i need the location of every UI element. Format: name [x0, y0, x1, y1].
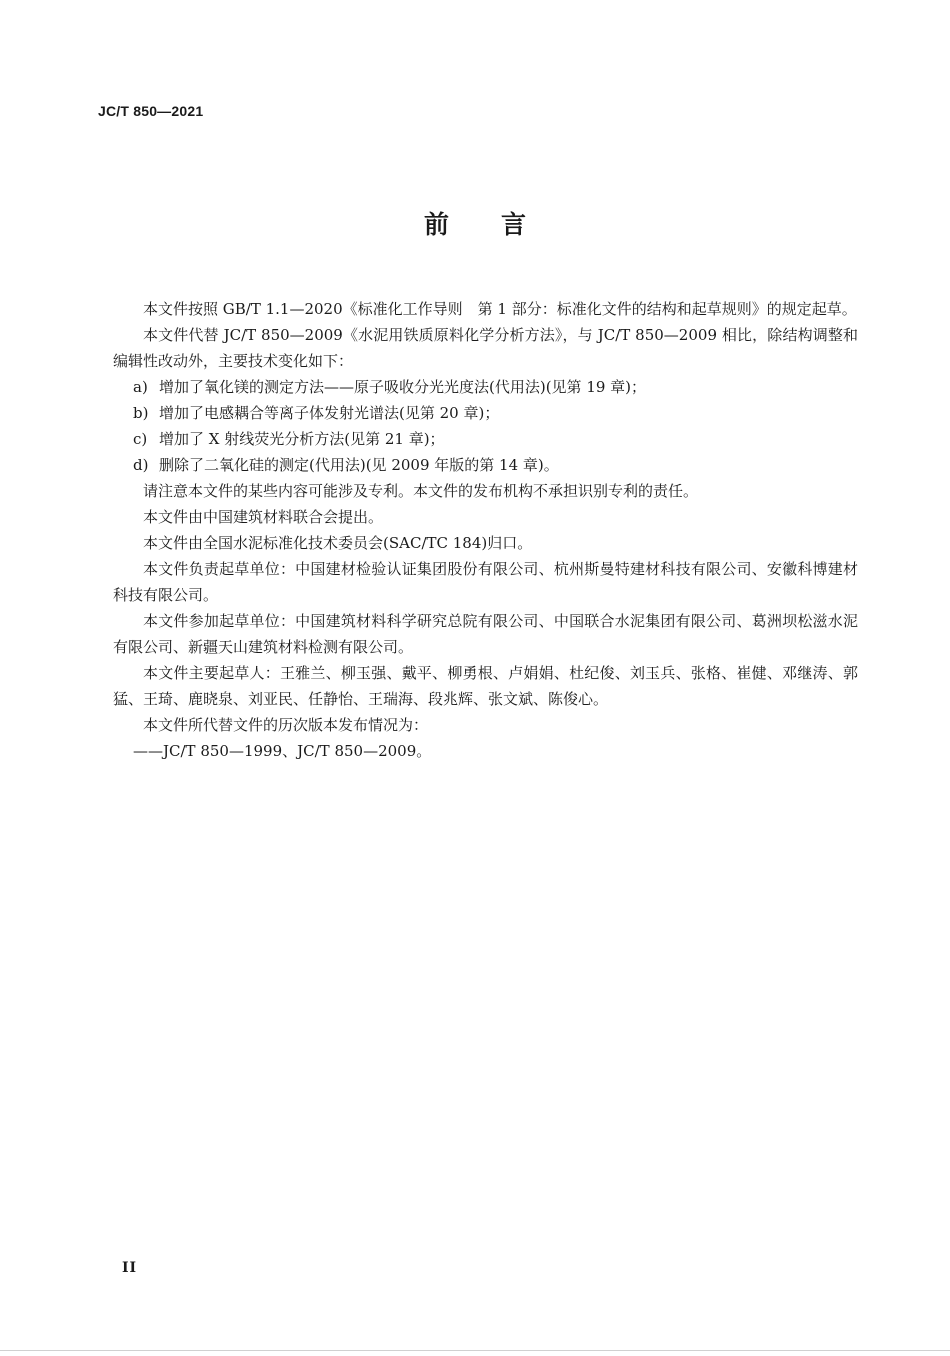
list-item [113, 426, 858, 452]
list-item-label: a) [133, 378, 148, 396]
paragraph-patent-notice: 请注意本文件的某些内容可能涉及专利。本文件的发布机构不承担识别专利的责任。 [143, 482, 699, 500]
paragraph-drafting-rules: 本文件按照 GB/T 1.1—2020《标准化工作导则 第 1 部分：标准化文件的结构和起草规则》的规定起草。 [143, 300, 857, 318]
list-item [113, 374, 858, 400]
list-item-text: 删除了二氧化硅的测定(代用法)(见 2009 年版的第 14 章)。 [159, 456, 559, 474]
bottom-divider [0, 1350, 950, 1351]
list-item-text: 增加了电感耦合等离子体发射光谱法(见第 20 章)； [159, 404, 500, 422]
list-item-label: d) [133, 456, 149, 474]
list-item [113, 400, 858, 426]
title-char-2: 言 [501, 210, 527, 239]
paragraph-participating-drafters: 本文件参加起草单位：中国建筑材料科学研究总院有限公司、中国联合水泥集团有限公司、葛洲坝松滋水泥有限公司、新疆天山建筑材料检测有限公司。 [113, 612, 858, 656]
paragraph-lead-drafters: 本文件负责起草单位：中国建材检验认证集团股份有限公司、杭州斯曼特建材科技有限公司、安徽科博建材科技有限公司。 [113, 560, 858, 604]
list-item-label: c) [133, 430, 148, 448]
page-title [0, 205, 950, 241]
page-number: II [122, 1260, 138, 1276]
paragraph-replacement: 本文件代替 JC/T 850—2009《水泥用铁质原料化学分析方法》，与 JC/T 850—2009 相比，除结构调整和编辑性改动外，主要技术变化如下： [113, 326, 858, 370]
document-code: JC/T 850—2021 [98, 103, 204, 119]
paragraph-history-intro: 本文件所代替文件的历次版本发布情况为： [143, 716, 429, 734]
foreword-body [113, 296, 858, 764]
paragraph-committee: 本文件由全国水泥标准化技术委员会(SAC/TC 184)归口。 [143, 534, 533, 552]
list-item [113, 452, 858, 478]
list-item-label: b) [133, 404, 149, 422]
title-char-1: 前 [423, 210, 449, 239]
history-list-item: ——JC/T 850—1999、JC/T 850—2009。 [133, 742, 432, 760]
list-item-text: 增加了 X 射线荧光分析方法(见第 21 章)； [159, 430, 445, 448]
paragraph-main-authors: 本文件主要起草人：王雅兰、柳玉强、戴平、柳勇根、卢娟娟、杜纪俊、刘玉兵、张格、崔健、邓继涛、郭猛、王琦、鹿晓泉、刘亚民、任静怡、王瑞海、段兆辉、张文斌、陈俊心。 [113, 664, 858, 708]
paragraph-proposer: 本文件由中国建筑材料联合会提出。 [143, 508, 384, 526]
list-item-text: 增加了氧化镁的测定方法——原子吸收分光光度法(代用法)(见第 19 章)； [159, 378, 647, 396]
